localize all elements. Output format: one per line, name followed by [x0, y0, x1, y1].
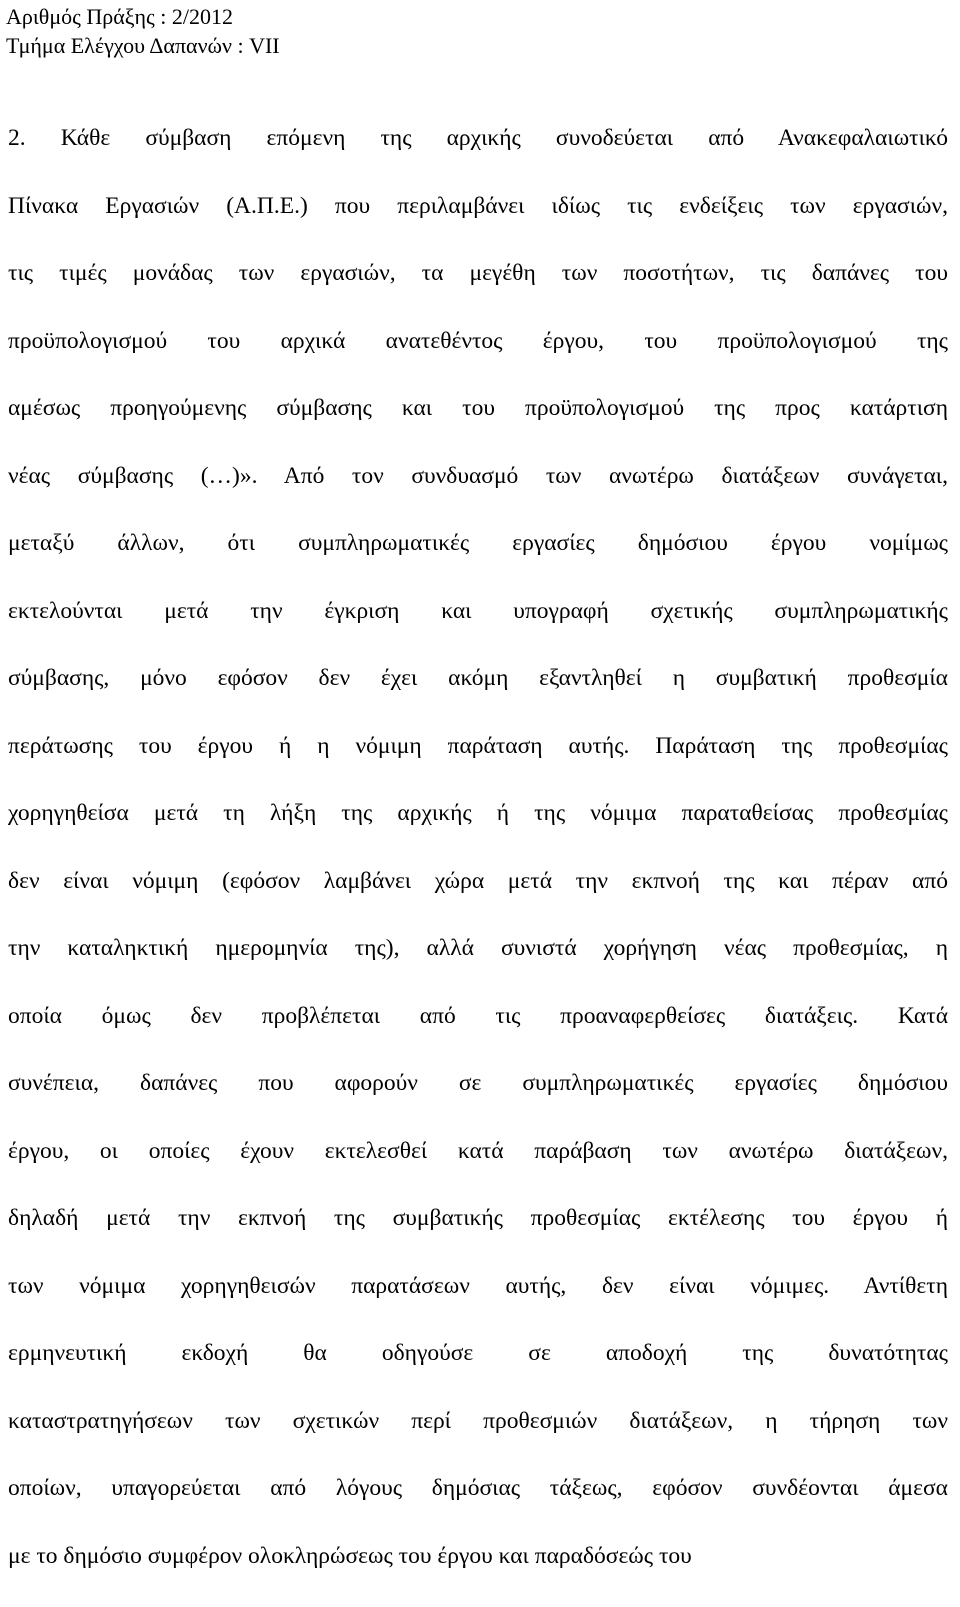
- text-line: νέας σύμβασης (…)». Από τον συνδυασμό των ανωτέρω διατάξεων συνάγεται,: [8, 462, 948, 489]
- text-line: συνέπεια, δαπάνες που αφορούν σε συμπληρωματικές εργασίες δημόσιου: [8, 1070, 948, 1096]
- text-line: οποία όμως δεν προβλέπεται από τις προαναφερθείσες διατάξεις. Κατά: [8, 1002, 948, 1029]
- text-line: περάτωσης του έργου ή η νόμιμη παράταση αυτής. Παράταση της προθεσμίας: [8, 732, 948, 759]
- document-header: [6, 2, 280, 60]
- text-line: Πίνακα Εργασιών (Α.Π.Ε.) που περιλαμβάνει ιδίως τις ενδείξεις των εργασιών,: [8, 192, 948, 219]
- act-number: Αριθμός Πράξης : 2/2012: [6, 4, 233, 29]
- text-line: δεν είναι νόμιμη (εφόσον λαμβάνει χώρα μετά την εκπνοή της και πέραν από: [8, 867, 948, 894]
- text-line: εκτελούνται μετά την έγκριση και υπογραφή σχετικής συμπληρωματικής: [8, 597, 948, 624]
- text-line: ερμηνευτική εκδοχή θα οδηγούσε σε αποδοχή της δυνατότητας: [8, 1340, 948, 1366]
- text-line: δηλαδή μετά την εκπνοή της συμβατικής προθεσμίας εκτέλεσης του έργου ή: [8, 1205, 948, 1231]
- text-line: την καταληκτική ημερομηνία της), αλλά συνιστά χορήγηση νέας προθεσμίας, η: [8, 935, 948, 961]
- text-line: προϋπολογισμού του αρχικά ανατεθέντος έργου, του προϋπολογισμού της: [8, 327, 948, 354]
- text-line: χορηγηθείσα μετά τη λήξη της αρχικής ή της νόμιμα παραταθείσας προθεσμίας: [8, 800, 948, 826]
- text-line: έργου, οι οποίες έχουν εκτελεσθεί κατά παράβαση των ανωτέρω διατάξεων,: [8, 1137, 948, 1164]
- department-name: Τμήμα Ελέγχου Δαπανών : VII: [6, 33, 280, 58]
- text-line: οποίων, υπαγορεύεται από λόγους δημόσιας τάξεως, εφόσον συνδέονται άμεσα: [8, 1475, 948, 1501]
- text-line: τις τιμές μονάδας των εργασιών, τα μεγέθη των ποσοτήτων, τις δαπάνες του: [8, 260, 948, 286]
- text-line: αμέσως προηγούμενης σύμβασης και του προϋπολογισμού της προς κατάρτιση: [8, 395, 948, 421]
- text-line: μεταξύ άλλων, ότι συμπληρωματικές εργασίες δημόσιου έργου νομίμως: [8, 530, 948, 556]
- body-text: [0, 105, 958, 1590]
- text-line: καταστρατηγήσεων των σχετικών περί προθεσμιών διατάξεων, η τήρηση των: [8, 1407, 948, 1434]
- text-line: των νόμιμα χορηγηθεισών παρατάσεων αυτής, δεν είναι νόμιμες. Αντίθετη: [8, 1272, 948, 1299]
- text-line: σύμβασης, μόνο εφόσον δεν έχει ακόμη εξαντληθεί η συμβατική προθεσμία: [8, 665, 948, 691]
- text-line: 2. Κάθε σύμβαση επόμενη της αρχικής συνοδεύεται από Ανακεφαλαιωτικό: [8, 125, 948, 151]
- text-line: με το δημόσιο συμφέρον ολοκληρώσεως του έργου και παραδόσεώς του: [8, 1542, 692, 1569]
